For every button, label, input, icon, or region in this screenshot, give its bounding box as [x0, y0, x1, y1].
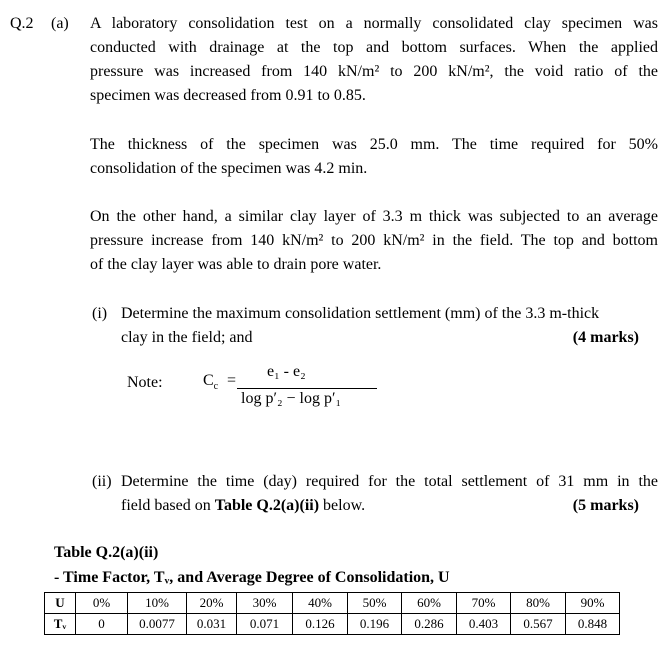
- sub-question-ii-line: Determine the time (day) required for the total settlement of 31 mm in the: [121, 473, 658, 490]
- paragraph-3-line: of the clay layer was able to drain pore water.: [90, 256, 382, 273]
- formula-lhs: $C_c$: [203, 372, 219, 393]
- paragraph-2: [90, 133, 658, 181]
- note-formula: [125, 363, 355, 422]
- question-number: Q.2: [10, 15, 34, 32]
- formula-numerator: e₁ - e₂: [267, 363, 306, 380]
- table-cell: 0.031: [187, 614, 237, 635]
- table-cell: 0.567: [511, 614, 566, 635]
- table-cell: 0.848: [566, 614, 620, 635]
- paragraph-3: [90, 205, 658, 277]
- table-cell: 0.286: [402, 614, 457, 635]
- marks-ii: (5 marks): [572, 497, 639, 514]
- paragraph-3-line: On the other hand, a similar clay layer of 3.3 m thick was subjected to an average: [90, 208, 658, 225]
- table-cell: 70%: [457, 593, 511, 614]
- paragraph-1-line: specimen was decreased from 0.91 to 0.85.: [90, 87, 366, 104]
- formula-equals: =: [227, 372, 237, 389]
- sub-question-i-label: (i): [92, 305, 108, 322]
- sub-question-i-line: clay in the field; and: [121, 329, 253, 346]
- table-cell: 30%: [237, 593, 293, 614]
- table-cell: 0%: [76, 593, 128, 614]
- table-cell: 0.403: [457, 614, 511, 635]
- table-cell: 50%: [348, 593, 402, 614]
- time-factor-table: [44, 592, 620, 635]
- table-row-tv: [45, 614, 620, 635]
- formula-denominator: log p′₂ − log p′₁: [241, 390, 342, 407]
- sub-question-i: [121, 302, 639, 350]
- paragraph-1-line: conducted with drainage at the top and bottom surfaces. When the applied: [90, 39, 658, 56]
- paragraph-1-line: pressure was increased from 140 kN/m² to 200 kN/m², the void ratio of the: [90, 63, 658, 80]
- sub-question-ii-text: field based on: [121, 497, 211, 514]
- table-cell: 0.0077: [128, 614, 187, 635]
- table-reference: Table Q.2(a)(ii): [214, 497, 320, 514]
- table-cell: 60%: [402, 593, 457, 614]
- sub-question-ii-text: below.: [323, 497, 366, 514]
- fraction-bar: [237, 388, 377, 389]
- table-cell: 0.126: [293, 614, 348, 635]
- table-cell: 0.071: [237, 614, 293, 635]
- table-title: Table Q.2(a)(ii): [54, 544, 159, 561]
- table-cell: 0: [76, 614, 128, 635]
- table-cell: 90%: [566, 593, 620, 614]
- sub-question-ii: [121, 470, 658, 518]
- paragraph-1: [90, 12, 658, 108]
- row-header-u: U: [45, 593, 76, 614]
- marks-i: (4 marks): [572, 329, 639, 346]
- paragraph-2-line: consolidation of the specimen was 4.2 min.: [90, 160, 368, 177]
- table-row-u: [45, 593, 620, 614]
- row-header-tv: Tᵥ: [45, 614, 76, 635]
- table-cell: 10%: [128, 593, 187, 614]
- note-label: Note:: [127, 374, 163, 391]
- table-cell: 20%: [187, 593, 237, 614]
- question-part: (a): [51, 15, 69, 32]
- paragraph-3-line: pressure increase from 140 kN/m² to 200 kN/m² in the field. The top and bottom: [90, 232, 658, 249]
- table-cell: 80%: [511, 593, 566, 614]
- sub-question-i-line: Determine the maximum consolidation settlement (mm) of the 3.3 m-thick: [121, 305, 600, 322]
- table-caption: - Time Factor, Tᵥ, and Average Degree of Consolidation, U: [54, 569, 450, 586]
- table-cell: 0.196: [348, 614, 402, 635]
- table-cell: 40%: [293, 593, 348, 614]
- sub-question-ii-label: (ii): [92, 473, 112, 490]
- paragraph-1-line: A laboratory consolidation test on a normally consolidated clay specimen was: [90, 15, 658, 32]
- paragraph-2-line: The thickness of the specimen was 25.0 mm. The time required for 50%: [90, 136, 658, 153]
